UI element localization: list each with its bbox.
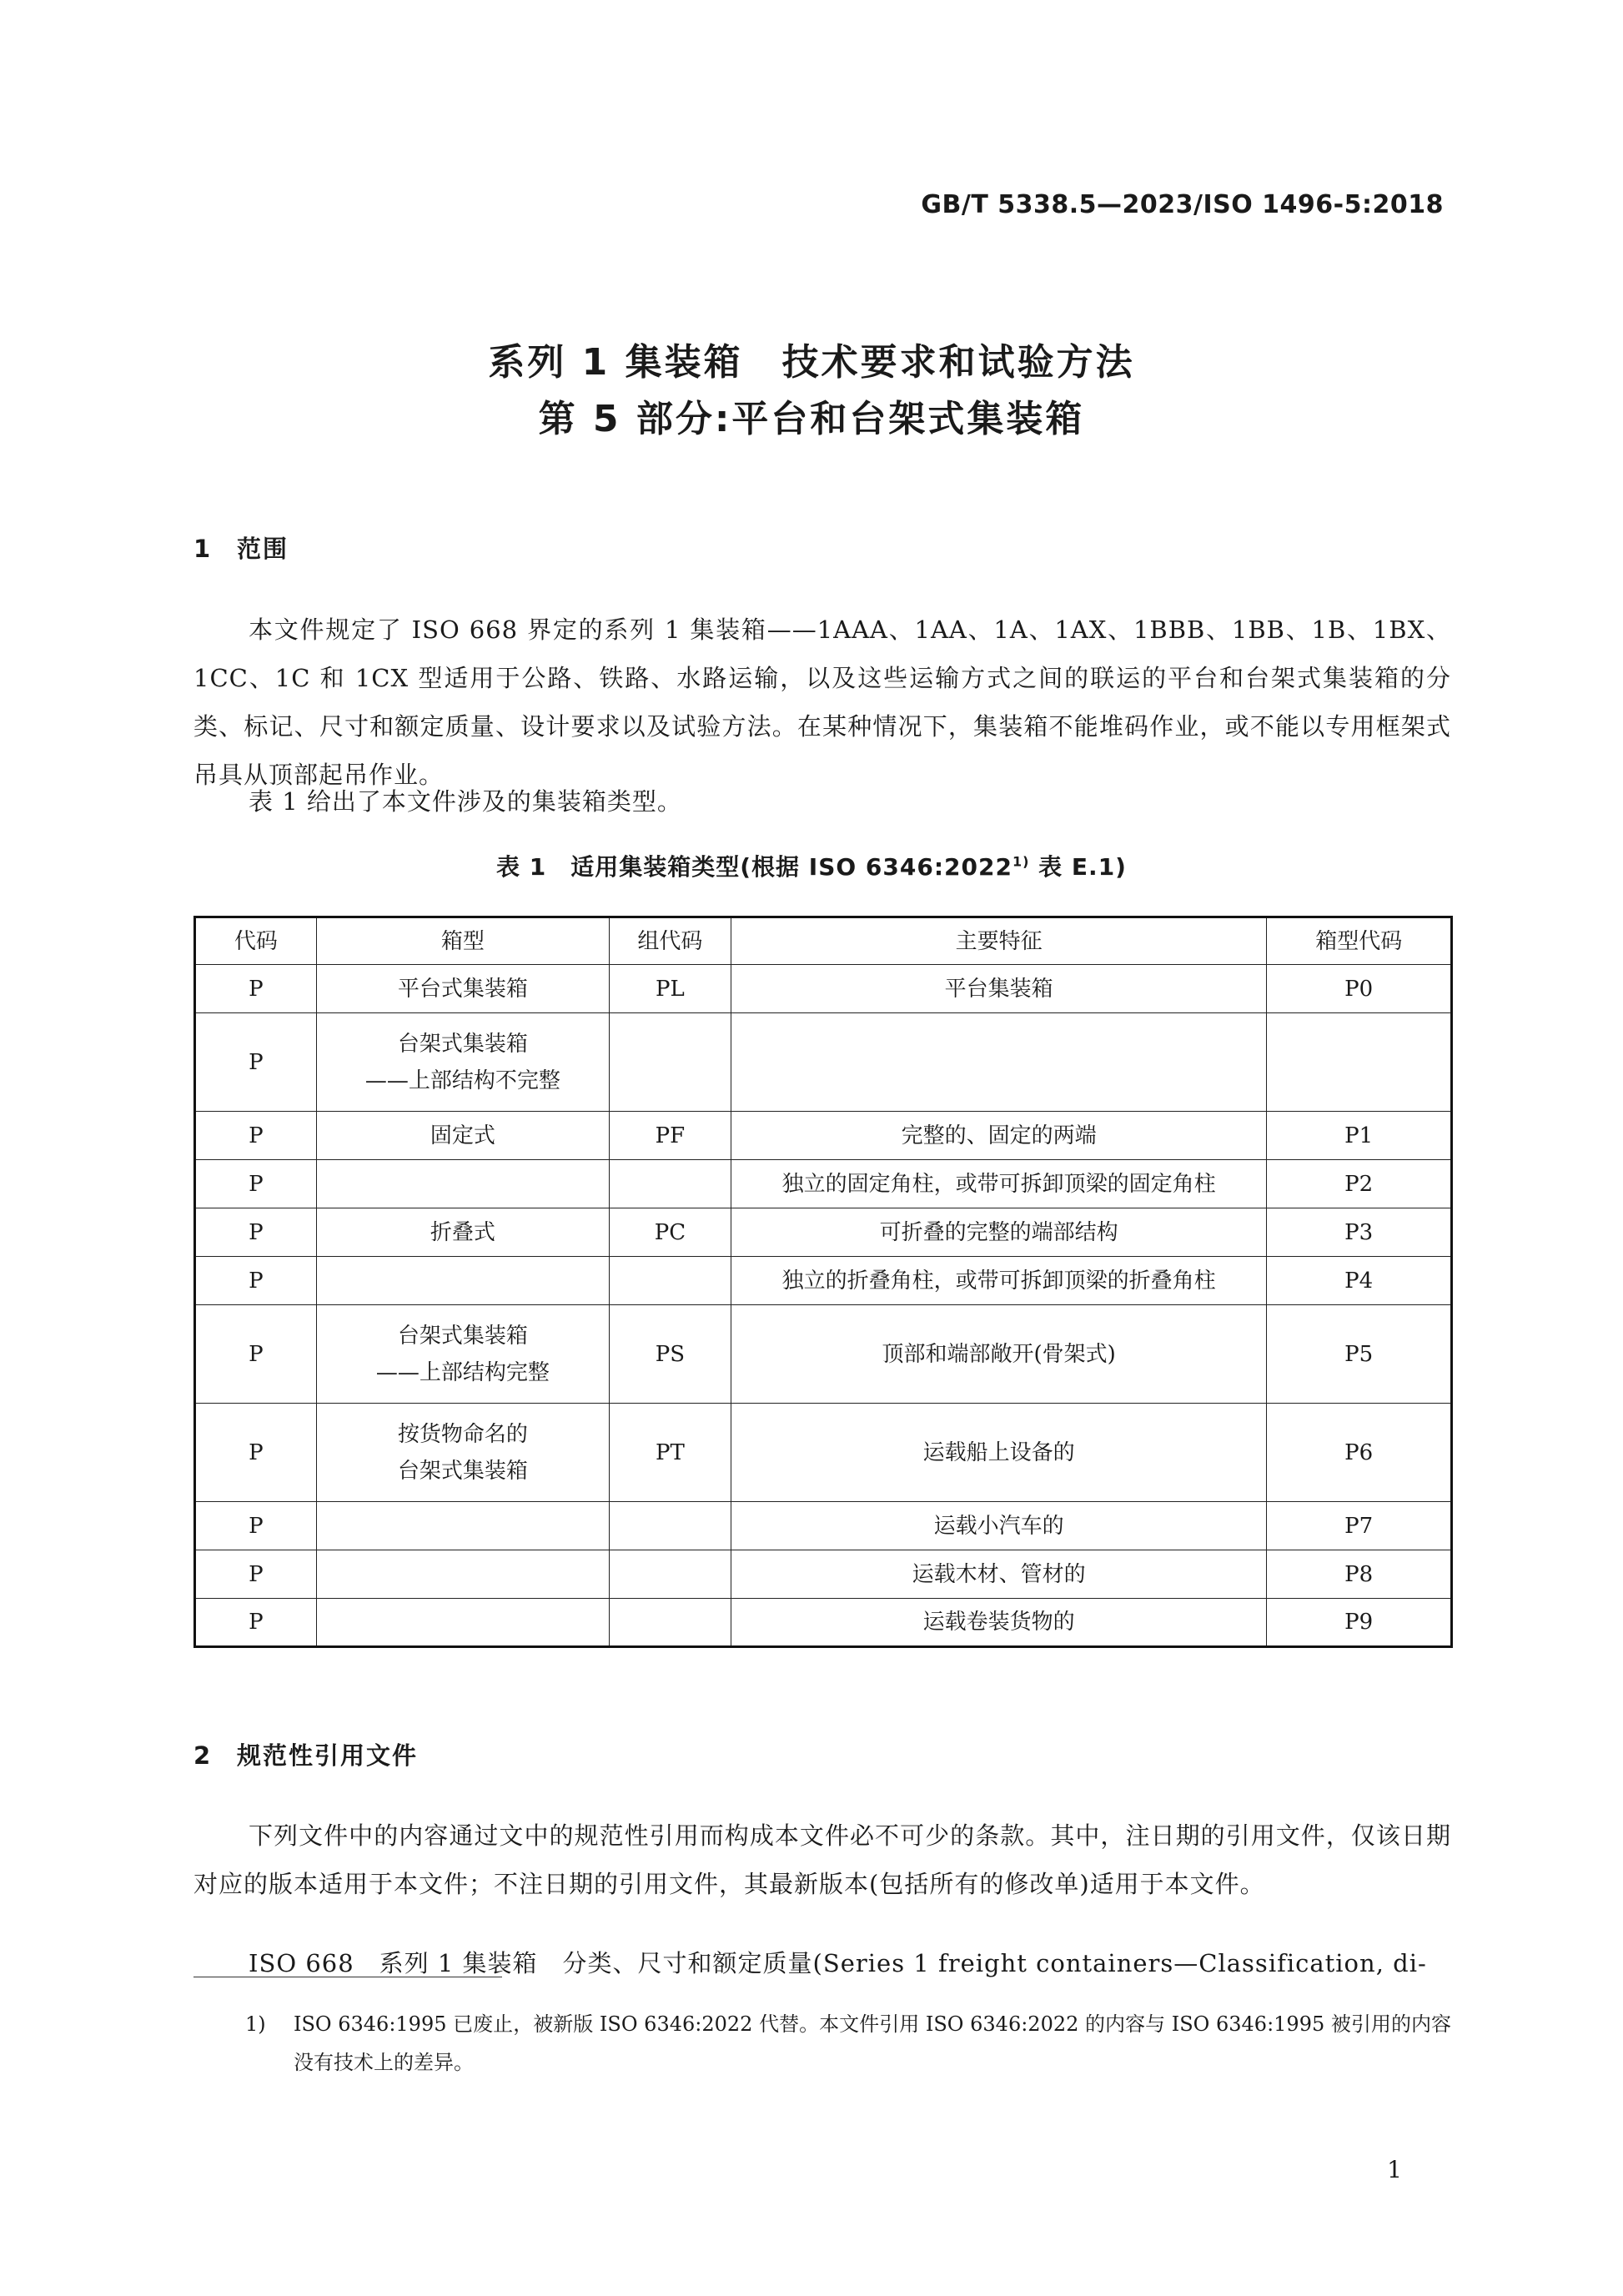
- cell-type-code: P0: [1267, 965, 1452, 1013]
- table-row: [195, 1013, 1452, 1112]
- caption-main: 表 1 适用集装箱类型(根据 ISO 6346:2022: [496, 853, 1012, 881]
- cell-feature: 运载船上设备的: [731, 1404, 1267, 1502]
- cell-code: P: [195, 1305, 317, 1404]
- standard-code-header: GB/T 5338.5—2023/ISO 1496-5:2018: [921, 190, 1444, 219]
- footnote-mark: 1): [245, 2012, 266, 2036]
- cell-type: 折叠式: [316, 1208, 609, 1257]
- cell-type: [316, 1305, 609, 1404]
- cell-type: [316, 1013, 609, 1112]
- column-header: 箱型: [316, 917, 609, 965]
- cell-group-code: [610, 1550, 731, 1599]
- cell-group-code: PF: [610, 1112, 731, 1160]
- cell-type-line2: 台架式集装箱: [397, 1458, 528, 1484]
- cell-code: P: [195, 1550, 317, 1599]
- normative-references-paragraph: 下列文件中的内容通过文中的规范性引用而构成本文件必不可少的条款。其中，注日期的引用文件，仅该日期对应的版本适用于本文件；不注日期的引用文件，其最新版本(包括所有的修改单)适用于本文件。: [193, 1821, 1451, 1898]
- cell-type-code: P2: [1267, 1160, 1452, 1208]
- cell-type-code: P7: [1267, 1502, 1452, 1550]
- table-row: [195, 1550, 1452, 1599]
- table-row: [195, 1208, 1452, 1257]
- table-row: [195, 965, 1452, 1013]
- table-row: [195, 1599, 1452, 1647]
- cell-code: P: [195, 1112, 317, 1160]
- table-row: [195, 1257, 1452, 1305]
- cell-feature: 顶部和端部敞开(骨架式): [731, 1305, 1267, 1404]
- cell-feature: 完整的、固定的两端: [731, 1112, 1267, 1160]
- cell-code: P: [195, 1013, 317, 1112]
- cell-type-code: P9: [1267, 1599, 1452, 1647]
- cell-feature: 可折叠的完整的端部结构: [731, 1208, 1267, 1257]
- cell-code: P: [195, 1502, 317, 1550]
- section-number: 2: [193, 1741, 213, 1770]
- cell-code: P: [195, 1160, 317, 1208]
- caption-tail: 表 E.1): [1029, 853, 1127, 881]
- container-types-table: [193, 916, 1453, 1648]
- cell-type-line1: 按货物命名的: [397, 1421, 528, 1447]
- table-row: [195, 1305, 1452, 1404]
- cell-feature: 独立的折叠角柱，或带可拆卸顶梁的折叠角柱: [731, 1257, 1267, 1305]
- cell-group-code: [610, 1013, 731, 1112]
- cell-code: P: [195, 1599, 317, 1647]
- cell-feature: 平台集装箱: [731, 965, 1267, 1013]
- table-intro-paragraph: 表 1 给出了本文件涉及的集装箱类型。: [249, 787, 682, 816]
- cell-group-code: [610, 1502, 731, 1550]
- cell-type: 固定式: [316, 1112, 609, 1160]
- cell-type-code: P8: [1267, 1550, 1452, 1599]
- cell-type-line1: 台架式集装箱: [397, 1031, 528, 1057]
- reference-iso-668: ISO 668 系列 1 集装箱 分类、尺寸和额定质量(Series 1 freight containers—Classification, di-: [249, 1949, 1427, 1977]
- footnote: [193, 2005, 1451, 2082]
- cell-group-code: [610, 1599, 731, 1647]
- column-header: 组代码: [610, 917, 731, 965]
- section-number: 1: [193, 535, 213, 563]
- cell-feature: 运载木材、管材的: [731, 1550, 1267, 1599]
- cell-type: [316, 1160, 609, 1208]
- table-header-row: [195, 917, 1452, 965]
- cell-type-code: P3: [1267, 1208, 1452, 1257]
- cell-type-code: P6: [1267, 1404, 1452, 1502]
- cell-type-code: [1267, 1013, 1452, 1112]
- table-row: [195, 1160, 1452, 1208]
- cell-type: [316, 1502, 609, 1550]
- cell-type-code: P5: [1267, 1305, 1452, 1404]
- caption-footnote-mark: 1): [1012, 853, 1030, 870]
- cell-type: [316, 1599, 609, 1647]
- cell-code: P: [195, 1404, 317, 1502]
- cell-code: P: [195, 965, 317, 1013]
- section-title: 范围: [237, 535, 289, 563]
- cell-group-code: [610, 1160, 731, 1208]
- table-row: [195, 1502, 1452, 1550]
- cell-type-line2: ——上部结构不完整: [364, 1068, 560, 1093]
- cell-type-code: P4: [1267, 1257, 1452, 1305]
- cell-type-line1: 台架式集装箱: [397, 1323, 528, 1349]
- cell-feature: [731, 1013, 1267, 1112]
- cell-group-code: PT: [610, 1404, 731, 1502]
- cell-feature: 运载卷装货物的: [731, 1599, 1267, 1647]
- page-number: 1: [1387, 2156, 1402, 2183]
- section-2-heading: [193, 1737, 418, 1771]
- cell-group-code: PL: [610, 965, 731, 1013]
- column-header: 箱型代码: [1267, 917, 1452, 965]
- cell-type: [316, 1550, 609, 1599]
- cell-group-code: [610, 1257, 731, 1305]
- cell-type: [316, 1257, 609, 1305]
- cell-code: P: [195, 1257, 317, 1305]
- table-1-caption: [0, 849, 1623, 882]
- scope-paragraph: 本文件规定了 ISO 668 界定的系列 1 集装箱——1AAA、1AA、1A、1AX、1BBB、1BB、1B、1BX、1CC、1C 和 1CX 型适用于公路、铁路、水路运输，以及这些运输方式之间的联运的平台和台架式集装箱的分类、标记、尺寸和额定质量、设计要求以及试验方法。在某种情况下，集装箱不能堆码作业，或不能以专用框架式吊具从顶部起吊作业。: [193, 615, 1451, 789]
- section-title: 规范性引用文件: [237, 1741, 419, 1770]
- cell-type: 平台式集装箱: [316, 965, 609, 1013]
- table-row: [195, 1404, 1452, 1502]
- cell-code: P: [195, 1208, 317, 1257]
- cell-group-code: PC: [610, 1208, 731, 1257]
- cell-type: [316, 1404, 609, 1502]
- footnote-text: ISO 6346:1995 已废止，被新版 ISO 6346:2022 代替。本文件引用 ISO 6346:2022 的内容与 ISO 6346:1995 被引用的内容没有技术上的差异。: [294, 2012, 1451, 2074]
- table-row: [195, 1112, 1452, 1160]
- cell-group-code: PS: [610, 1305, 731, 1404]
- column-header: 主要特征: [731, 917, 1267, 965]
- cell-feature: 运载小汽车的: [731, 1502, 1267, 1550]
- section-1-heading: [193, 530, 289, 565]
- document-title-line2: 第 5 部分:平台和台架式集装箱: [538, 398, 1085, 440]
- column-header: 代码: [195, 917, 317, 965]
- document-title-line1: 系列 1 集装箱 技术要求和试验方法: [488, 341, 1135, 384]
- cell-type-line2: ——上部结构完整: [375, 1359, 550, 1385]
- cell-type-code: P1: [1267, 1112, 1452, 1160]
- cell-feature: 独立的固定角柱，或带可拆卸顶梁的固定角柱: [731, 1160, 1267, 1208]
